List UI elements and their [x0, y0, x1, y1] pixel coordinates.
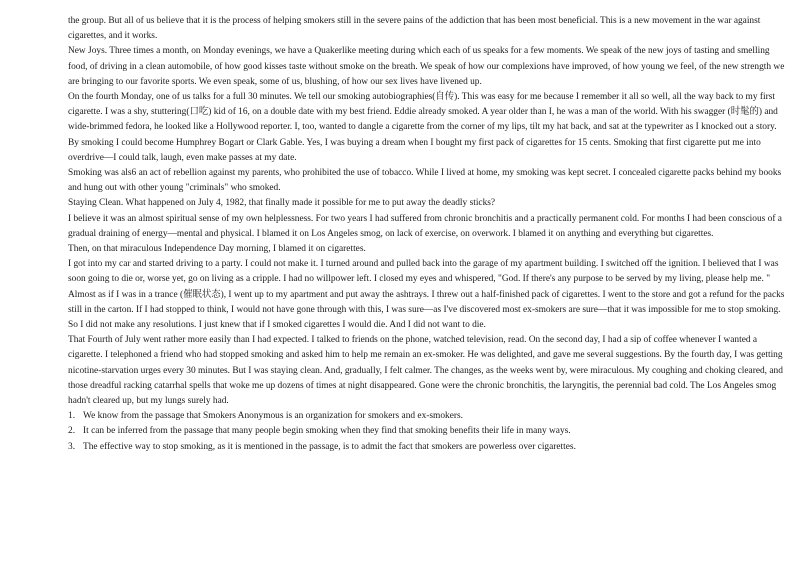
paragraph: On the fourth Monday, one of us talks for a full 30 minutes. We tell our smoking autobiographies(自传). This was easy for me because I remember it all so well, all the way back to my first cigarette. I was a shy, stuttering(口吃) kid of 16, on a double date with my best friend. Eddie already smoked. A year older than I, he was a man of the world. With his swagger (时髦的) and wide-brimmed fedora, he looked like a Hollywood reporter. I, too, wanted to dangle a cigarette from the corner of my lips, tilt my hat back, and sat at the typewriter as I knocked out a story.	[68, 92, 778, 133]
paragraph: New Joys. Three times a month, on Monday evenings, we have a Quakerlike meeting during which each of us speaks for a few moments. We speak of the new joys of tasting and smelling food, of driving in a clean automobile, of how good kisses taste without smoke on the breath. We speak of how our complexions have improved, of how young we feel, of the new strength we are bringing to our favorite sports. We even speak, some of us, blushing, of how our sex lives have livened up.	[68, 46, 785, 87]
paragraph: That Fourth of July went rather more easily than I had expected. I talked to friends on the phone, watched television, read. On the second day, I had a sip of coffee whenever I wanted a cigarette. I telephoned a friend who had stopped smoking and asked him to help me remain an ex-smoker. He was delighted, and gave me several suggestions. By the fourth day, I was getting nicotine-starvation urges every 30 minutes. But I was staying clean. And, gradually, I felt calmer. The changes, as the weeks went by, were miraculous. My coughing and choking cleared, and those dreadful racking catarrhal spells that woke me up dozens of times at night disappeared. Gone were the chronic bronchitis, the laryngitis, the perennial bad cold. The Los Angeles smog hadn't cleared up, but my lungs surely had.	[68, 335, 783, 407]
paragraph: Almost as if I was in a trance (催眠状态), I went up to my apartment and put away the ashtrays. I threw out a half-finished pack of cigarettes. I went to the store and got a refund for the packs still in the carton. If I had stopped to think, I would not have gone through with this, I was sure—as I've discovered most ex-smokers are sure—that it was impossible for me to stop smoking. So I did not make any resolutions. I just knew that if I smoked cigarettes I would die. And I did not want to die.	[68, 289, 785, 331]
paragraph: By smoking I could become Humphrey Bogart or Clark Gable. Yes, I was buying a dream when I bought my first pack of cigarettes for 15 cents. Smoking that first cigarette put me into overdrive—I could talk, laugh, even make passes at my date.	[68, 137, 761, 163]
paragraph: the group. But all of us believe that it is the process of helping smokers still in the severe pains of the addiction that has been most beneficial. This is a new movement in the war against cigarettes, and it works.	[68, 16, 761, 42]
question-text: It can be inferred from the passage that many people begin smoking when they find that smoking benefits their life in many ways.	[83, 426, 571, 437]
paragraph: I got into my car and started driving to a party. I could not make it. I turned around and pulled back into the garage of my apartment building. I switched off the ignition. I believed that I was soon going to die or, worse yet, go on living as a cripple. I had no willpower left. I closed my eyes and whispered, "God. If there's any purpose to be served by my living, please help me. "	[68, 259, 779, 285]
question-item	[68, 409, 790, 424]
question-number: 2.	[68, 426, 76, 437]
paragraph: Staying Clean. What happened on July 4, 1982, that finally made it possible for me to put away the deadly sticks?	[68, 198, 496, 209]
question-number: 3.	[68, 441, 76, 452]
paragraph: Smoking was als6 an act of rebellion against my parents, who prohibited the use of tobacco. While I lived at home, my smoking was kept secret. I concealed cigarette packs behind my books and hung out with other young "criminals" who smoked.	[68, 168, 782, 194]
paragraph: Then, on that miraculous Independence Day morning, I blamed it on cigarettes.	[68, 244, 366, 255]
question-text: We know from the passage that Smokers Anonymous is an organization for smokers and ex-smokers.	[83, 411, 463, 422]
question-item	[68, 424, 790, 439]
document-page	[68, 14, 790, 455]
paragraph: I believe it was an almost spiritual sense of my own helplessness. For two years I had suffered from chronic bronchitis and a practically permanent cold. For months I had been conscious of a gradual draining of energy—mental and physical. I blamed it on Los Angeles smog, on lack of exercise, on overwork. I blamed it on anything and everything but cigarettes.	[68, 213, 782, 239]
question-item	[68, 440, 790, 455]
question-text: The effective way to stop smoking, as it is mentioned in the passage, is to admit the fact that smokers are powerless over cigarettes.	[83, 441, 576, 452]
question-number: 1.	[68, 411, 76, 422]
